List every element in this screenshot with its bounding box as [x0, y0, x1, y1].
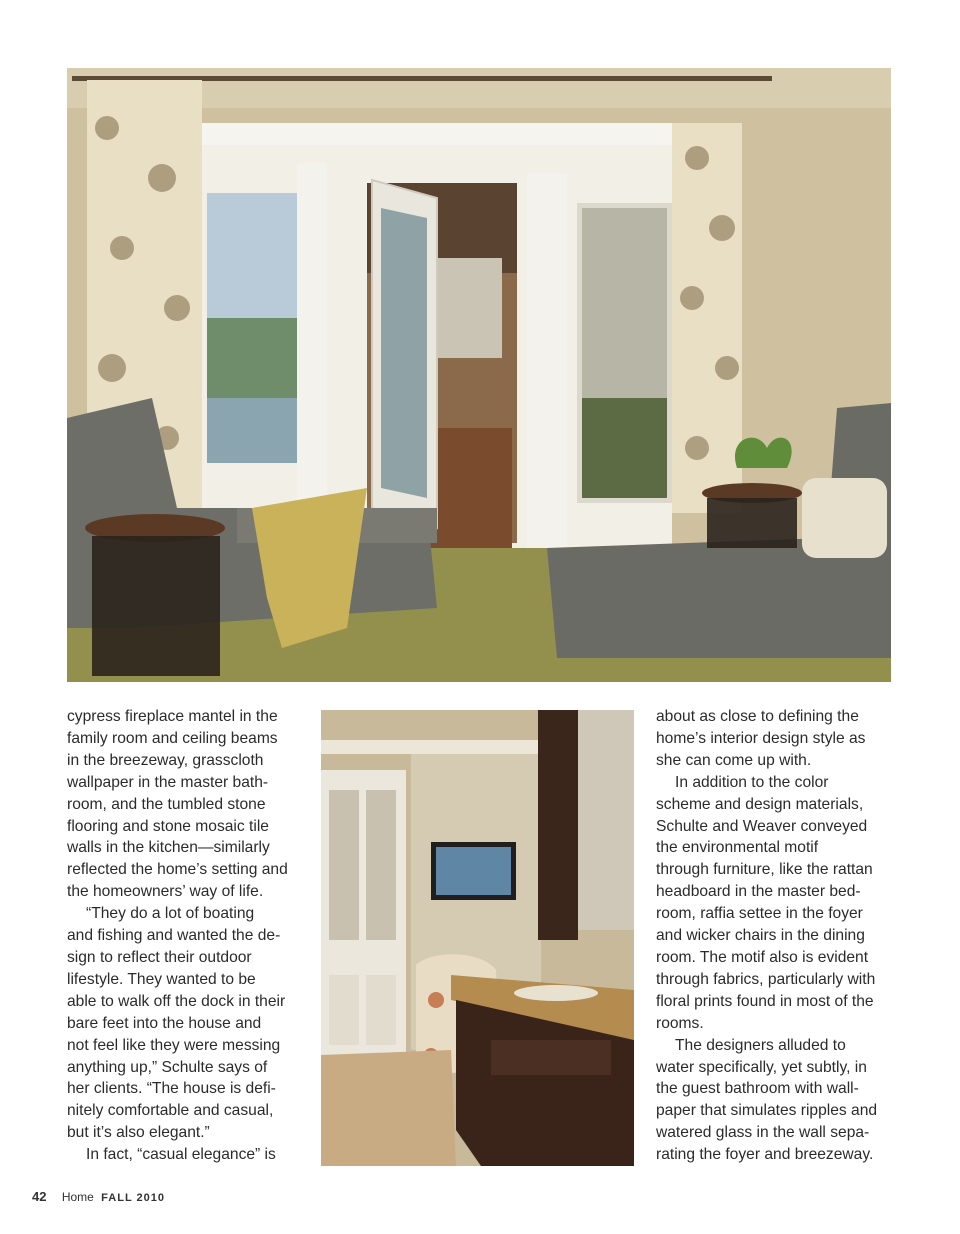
body-line: the guest bathroom with wall-: [656, 1080, 859, 1098]
bathroom-photo: [321, 710, 634, 1166]
body-line: wallpaper in the master bath-: [67, 773, 269, 791]
body-line: reflected the home’s setting and: [67, 861, 288, 879]
body-line: Schulte and Weaver conveyed: [656, 817, 868, 835]
body-line: flooring and stone mosaic tile: [67, 817, 269, 835]
body-line: headboard in the master bed-: [656, 883, 861, 901]
page-footer: [32, 1189, 165, 1204]
body-line: walls in the kitchen—similarly: [67, 839, 270, 857]
body-line: about as close to defining the: [656, 708, 859, 725]
body-line: water specifically, yet subtly, in: [656, 1058, 867, 1076]
body-line: family room and ceiling beams: [67, 729, 278, 747]
body-line: nitely comfortable and casual,: [67, 1102, 274, 1120]
body-line: but it’s also elegant.”: [67, 1124, 210, 1142]
body-line: her clients. “The house is defi-: [67, 1080, 276, 1098]
body-line: floral prints found in most of the: [656, 992, 874, 1010]
body-line: sign to reflect their outdoor: [67, 948, 252, 966]
body-line: room, and the tumbled stone: [67, 795, 266, 813]
body-line: rating the foyer and breezeway.: [656, 1146, 874, 1164]
body-line: not feel like they were messing: [67, 1036, 281, 1054]
body-line: room. The motif also is evident: [656, 948, 869, 966]
body-line: and wicker chairs in the dining: [656, 927, 865, 945]
body-line: the homeowners’ way of life.: [67, 883, 264, 901]
paragraph-start-line: In addition to the color: [675, 773, 829, 791]
body-line: bare feet into the house and: [67, 1014, 262, 1032]
body-line: cypress fireplace mantel in the: [67, 708, 278, 725]
body-line: anything up,” Schulte says of: [67, 1058, 268, 1076]
magazine-name: Home: [61, 1190, 94, 1204]
article-column-right: [656, 706, 896, 1166]
body-line: and fishing and wanted the de-: [67, 927, 281, 945]
body-line: rooms.: [656, 1014, 704, 1032]
body-line: through furniture, like the rattan: [656, 861, 873, 879]
article-column-left: [67, 706, 307, 1166]
body-line: home’s interior design style as: [656, 729, 866, 747]
body-line: she can come up with.: [656, 751, 812, 769]
paragraph-start-line: The designers alluded to: [675, 1036, 846, 1054]
body-line: the environmental motif: [656, 839, 819, 857]
sitting-room-photo: [67, 68, 891, 682]
body-line: watered glass in the wall sepa-: [656, 1124, 870, 1142]
body-line: scheme and design materials,: [656, 795, 864, 813]
body-line: lifestyle. They wanted to be: [67, 970, 256, 988]
body-line: paper that simulates ripples and: [656, 1102, 878, 1120]
issue-label: FALL 2010: [101, 1192, 165, 1204]
body-line: room, raffia settee in the foyer: [656, 905, 863, 923]
page-number: 42: [32, 1189, 47, 1204]
body-line: through fabrics, particularly with: [656, 970, 876, 988]
paragraph-start-line: “They do a lot of boating: [86, 905, 255, 923]
body-line: able to walk off the dock in their: [67, 992, 286, 1010]
paragraph-start-line: In fact, “casual elegance” is: [86, 1146, 276, 1164]
body-line: in the breezeway, grasscloth: [67, 751, 264, 769]
